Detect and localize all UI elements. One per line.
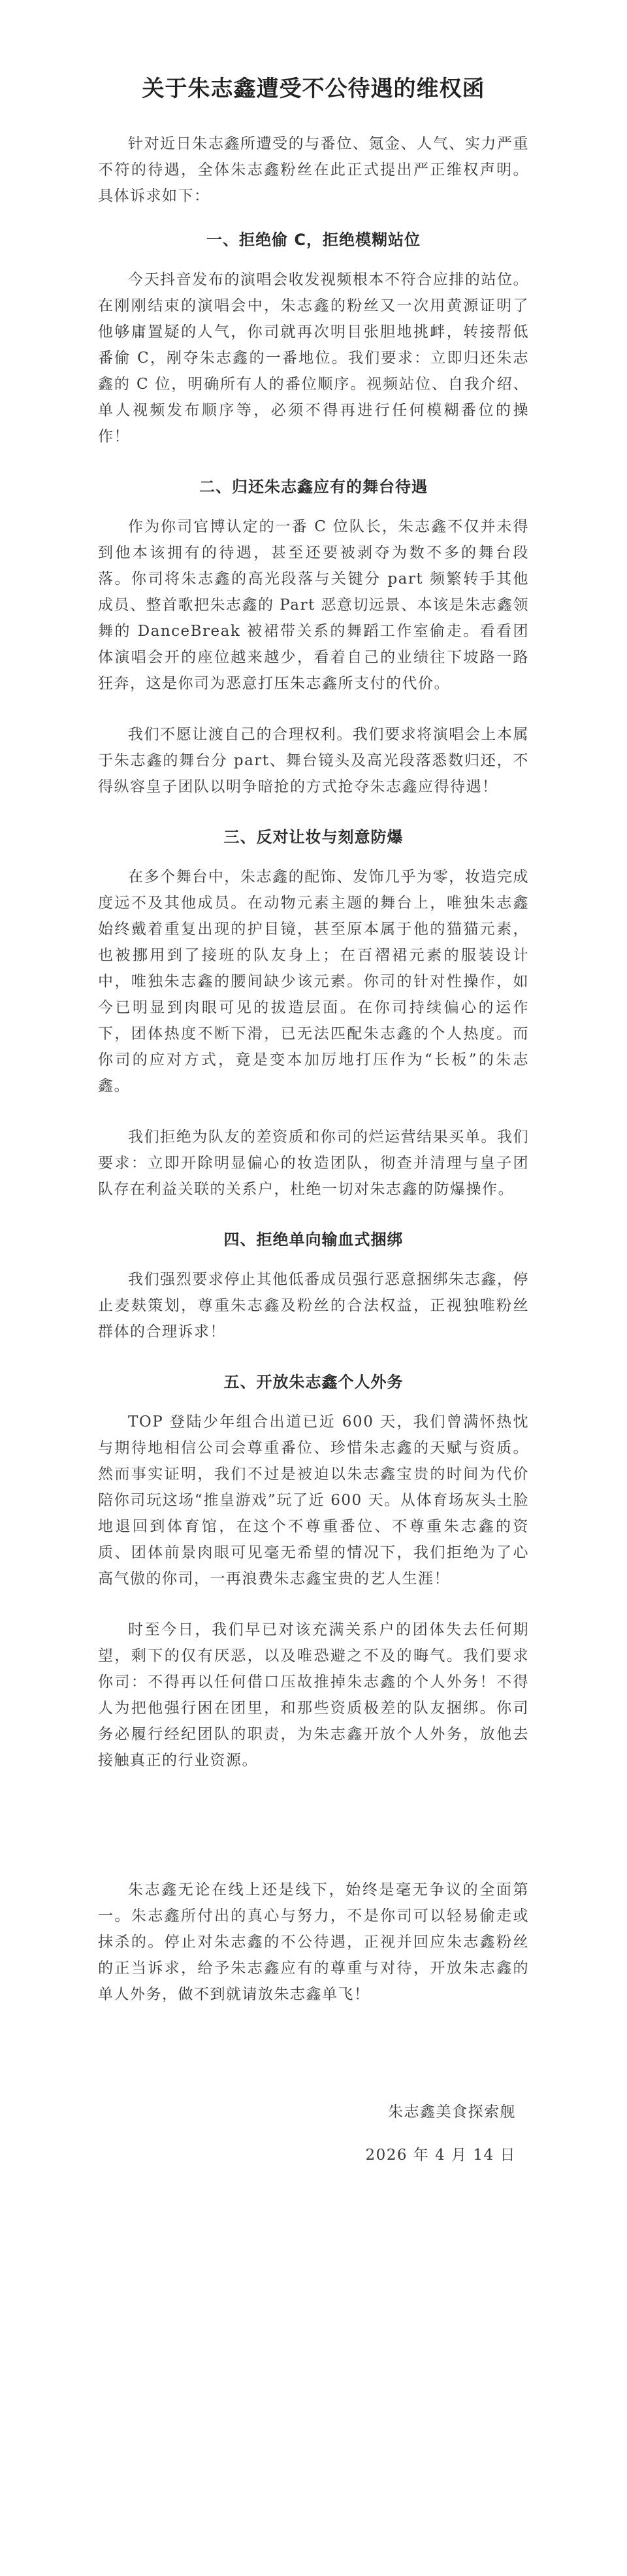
section-paragraph: 我们强烈要求停止其他低番成员强行恶意捆绑朱志鑫，停止麦麸策划，尊重朱志鑫及粉丝的合法权益，正视独唯粉丝群体的合理诉求！ bbox=[98, 1271, 529, 1340]
section-paragraph: 作为你司官博认定的一番 C 位队长，朱志鑫不仅并未得到他本该拥有的待遇，甚至还要被剥夺为数不多的舞台段落。你司将朱志鑫的高光段落与关键分 part 频繁转手其他成员、整首歌把朱志鑫的 Part 恶意切远景、本该是朱志鑫领舞的 DanceBreak 被裙带关系的舞蹈工作室偷走。看看团体演唱会开的座位越来越少，看着自己的业绩往下坡路一路狂奔，这是你司为恶意打压朱志鑫所支付的代价。 bbox=[98, 518, 530, 692]
section-heading: 五、开放朱志鑫个人外务 bbox=[223, 1373, 404, 1391]
letter-title: 关于朱志鑫遭受不公待遇的维权函 bbox=[142, 76, 485, 102]
section-paragraph: 我们拒绝为队友的差资质和你司的烂运营结果买单。我们要求：立即开除明显偏心的妆造团队，彻查并清理与皇子团队存在利益关联的关系户，杜绝一切对朱志鑫的防爆操作。 bbox=[98, 1129, 529, 1198]
section-2 bbox=[98, 474, 529, 800]
section-heading: 三、反对让妆与刻意防爆 bbox=[223, 828, 404, 846]
section-heading: 二、归还朱志鑫应有的舞台待遇 bbox=[199, 478, 428, 496]
spacer bbox=[98, 1798, 529, 1877]
section-heading: 一、拒绝偷 C，拒绝模糊站位 bbox=[206, 231, 421, 249]
section-3 bbox=[98, 825, 529, 1202]
section-4 bbox=[98, 1227, 529, 1345]
closing-paragraph: 朱志鑫无论在线上还是线下，始终是毫无争议的全面第一。朱志鑫所付出的真心与努力，不是你司可以轻易偷走或抹杀的。停止对朱志鑫的不公待遇，正视并回应朱志鑫粉丝的正当诉求，给予朱志鑫应有的尊重与对待，开放朱志鑫的单人外务，做不到就请放朱志鑫单飞！ bbox=[98, 1881, 529, 2003]
section-paragraph: 今天抖音发布的演唱会收发视频根本不符合应排的站位。在刚刚结束的演唱会中，朱志鑫的粉丝又一次用黄源证明了他够庸置疑的人气，你司就再次明目张胆地挑衅，转接帮低番偷 C，剐夺朱志鑫的一番地位。我们要求：立即归还朱志鑫的 C 位，明确所有人的番位顺序。视频站位、自我介绍、单人视频发布顺序等，必须不得再进行任何模糊番位的操作！ bbox=[98, 271, 529, 445]
section-paragraph: 我们不愿让渡自己的合理权利。我们要求将演唱会上本属于朱志鑫的舞台分 part、舞台镜头及高光段落悉数归还，不得纵容皇子团队以明争暗抢的方式抢夺朱志鑫应得待遇！ bbox=[98, 726, 529, 795]
signature-date: 2026 年 4 月 14 日 bbox=[365, 2147, 516, 2164]
signature: 朱志鑫美食探索舰 bbox=[388, 2104, 516, 2121]
intro-paragraph: 针对近日朱志鑫所遭受的与番位、氪金、人气、实力严重不符的待遇，全体朱志鑫粉丝在此正式提出严正维权声明。具体诉求如下： bbox=[98, 135, 529, 205]
section-heading: 四、拒绝单向输血式捆绑 bbox=[223, 1230, 404, 1249]
section-paragraph: 时至今日，我们早已对该充满关系户的团体失去任何期望，剩下的仅有厌恶，以及唯恐避之不及的晦气。我们要求你司：不得再以任何借口压故推掉朱志鑫的个人外务！不得人为把他强行困在团里，和那些资质极差的队友捆绑。你司务必履行经纪团队的职责，为朱志鑫开放个人外务，放他去接触真正的行业资源。 bbox=[98, 1621, 529, 1769]
section-5 bbox=[98, 1370, 529, 1774]
section-1 bbox=[98, 227, 529, 450]
section-paragraph: TOP 登陆少年组合出道已近 600 天，我们曾满怀热忱与期待地相信公司会尊重番位、珍惜朱志鑫的天赋与资质。然而事实证明，我们不过是被迫以朱志鑫宝贵的时间为代价陪你司玩这场“推皇游戏”玩了近 600 天。从体育场灰头土脸地退回到体育馆，在这个不尊重番位、不尊重朱志鑫的资质、团体前景肉眼可见毫无希望的情况下，我们拒绝为了心高气傲的你司，一再浪费朱志鑫宝贵的艺人生涯！ bbox=[98, 1413, 529, 1587]
section-paragraph: 在多个舞台中，朱志鑫的配饰、发饰几乎为零，妆造完成度远不及其他成员。在动物元素主题的舞台上，唯独朱志鑫始终戴着重复出现的护目镜，甚至原本属于他的猫猫元素，也被挪用到了接班的队友身上；在百褶裙元素的服装设计中，唯独朱志鑫的腰间缺少该元素。你司的针对性操作，如今已明显到肉眼可见的拔造层面。在你司持续偏心的运作下，团体热度不断下滑，已无法匹配朱志鑫的个人热度。而你司的应对方式，竟是变本加厉地打压作为“长板”的朱志鑫。 bbox=[98, 868, 529, 1095]
